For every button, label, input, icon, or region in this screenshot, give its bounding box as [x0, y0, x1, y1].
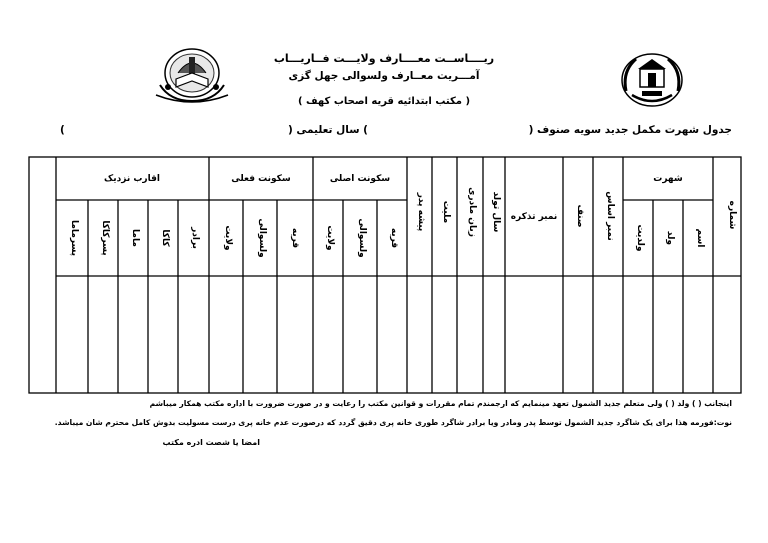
- col-name: اسم: [695, 228, 705, 248]
- signature-label: امضا یا شصت ادره مکتب: [162, 438, 260, 447]
- col-number: شماره: [727, 200, 737, 230]
- col-father-job: پیشه پدر: [416, 192, 426, 232]
- group-relatives: اقارب نزدیک: [104, 174, 160, 184]
- form-note: نوت:فورمه هذا برای یک شاگرد جدید الشمول توسط پدر ومادر ویا برادر شاگرد طوری خانه پری دقیق گردد که درصورت عدم خانه پری درست مسولیت بدوش کامل محترم شان میباشد.: [54, 418, 732, 427]
- school-name: ( مکتب ابتدائیه قریه اصحاب کهف ): [297, 96, 471, 107]
- form-title: جدول شهرت مکمل جدید سویه صنوف (: [528, 124, 732, 136]
- col-uncle: کاکا: [160, 229, 170, 247]
- col-cousin-uncle: پسرکاکا: [100, 220, 110, 256]
- col-original-no: نمبر اساس: [605, 191, 615, 241]
- group-identity: شهرت: [653, 174, 683, 184]
- col-grandfather: ولدیت: [635, 224, 645, 252]
- guardian-pledge: اینجانب ( ) ولد ( ) ولی متعلم جدید الشمول تعهد مینمایم که ارجمندم تمام مقررات و قوانین مکتب را رعایت و در صورت ضرورت با اداره مکتب همکار میباشم: [149, 399, 732, 408]
- col-nationality: ملیت: [441, 200, 451, 224]
- col-tazkira-no: نمبر تذکره: [510, 212, 558, 222]
- col-cur-district: ولسوالی: [257, 218, 267, 258]
- academic-year-close: ): [60, 124, 65, 136]
- group-original-residence: سکونت اصلی: [329, 174, 391, 184]
- directorate-title: ریــــاســت معــــارف ولایـــت فــاریـــاب: [273, 52, 495, 65]
- col-cur-province: ولایت: [223, 225, 233, 251]
- col-maternal-uncle: ماما: [130, 229, 140, 247]
- col-class: صنف: [575, 204, 585, 228]
- group-current-residence: سکونت فعلی: [231, 174, 291, 184]
- academic-year-label: ) سال تعلیمی (: [287, 124, 368, 136]
- col-orig-district: ولسوالی: [357, 218, 367, 258]
- col-cur-village: قریه: [290, 227, 300, 249]
- col-father: ولد: [665, 230, 675, 246]
- district-title: آمـــریت معــارف ولسوالی جهل گزی: [288, 70, 480, 82]
- col-cousin-maternal: پسرماما: [69, 219, 79, 257]
- col-mother-tongue: زبان مادری: [467, 187, 477, 237]
- col-orig-province: ولایت: [325, 225, 335, 251]
- col-birth-year: سال تولد: [491, 191, 501, 233]
- col-orig-village: قریه: [389, 227, 399, 249]
- col-brother: برادر: [190, 227, 200, 249]
